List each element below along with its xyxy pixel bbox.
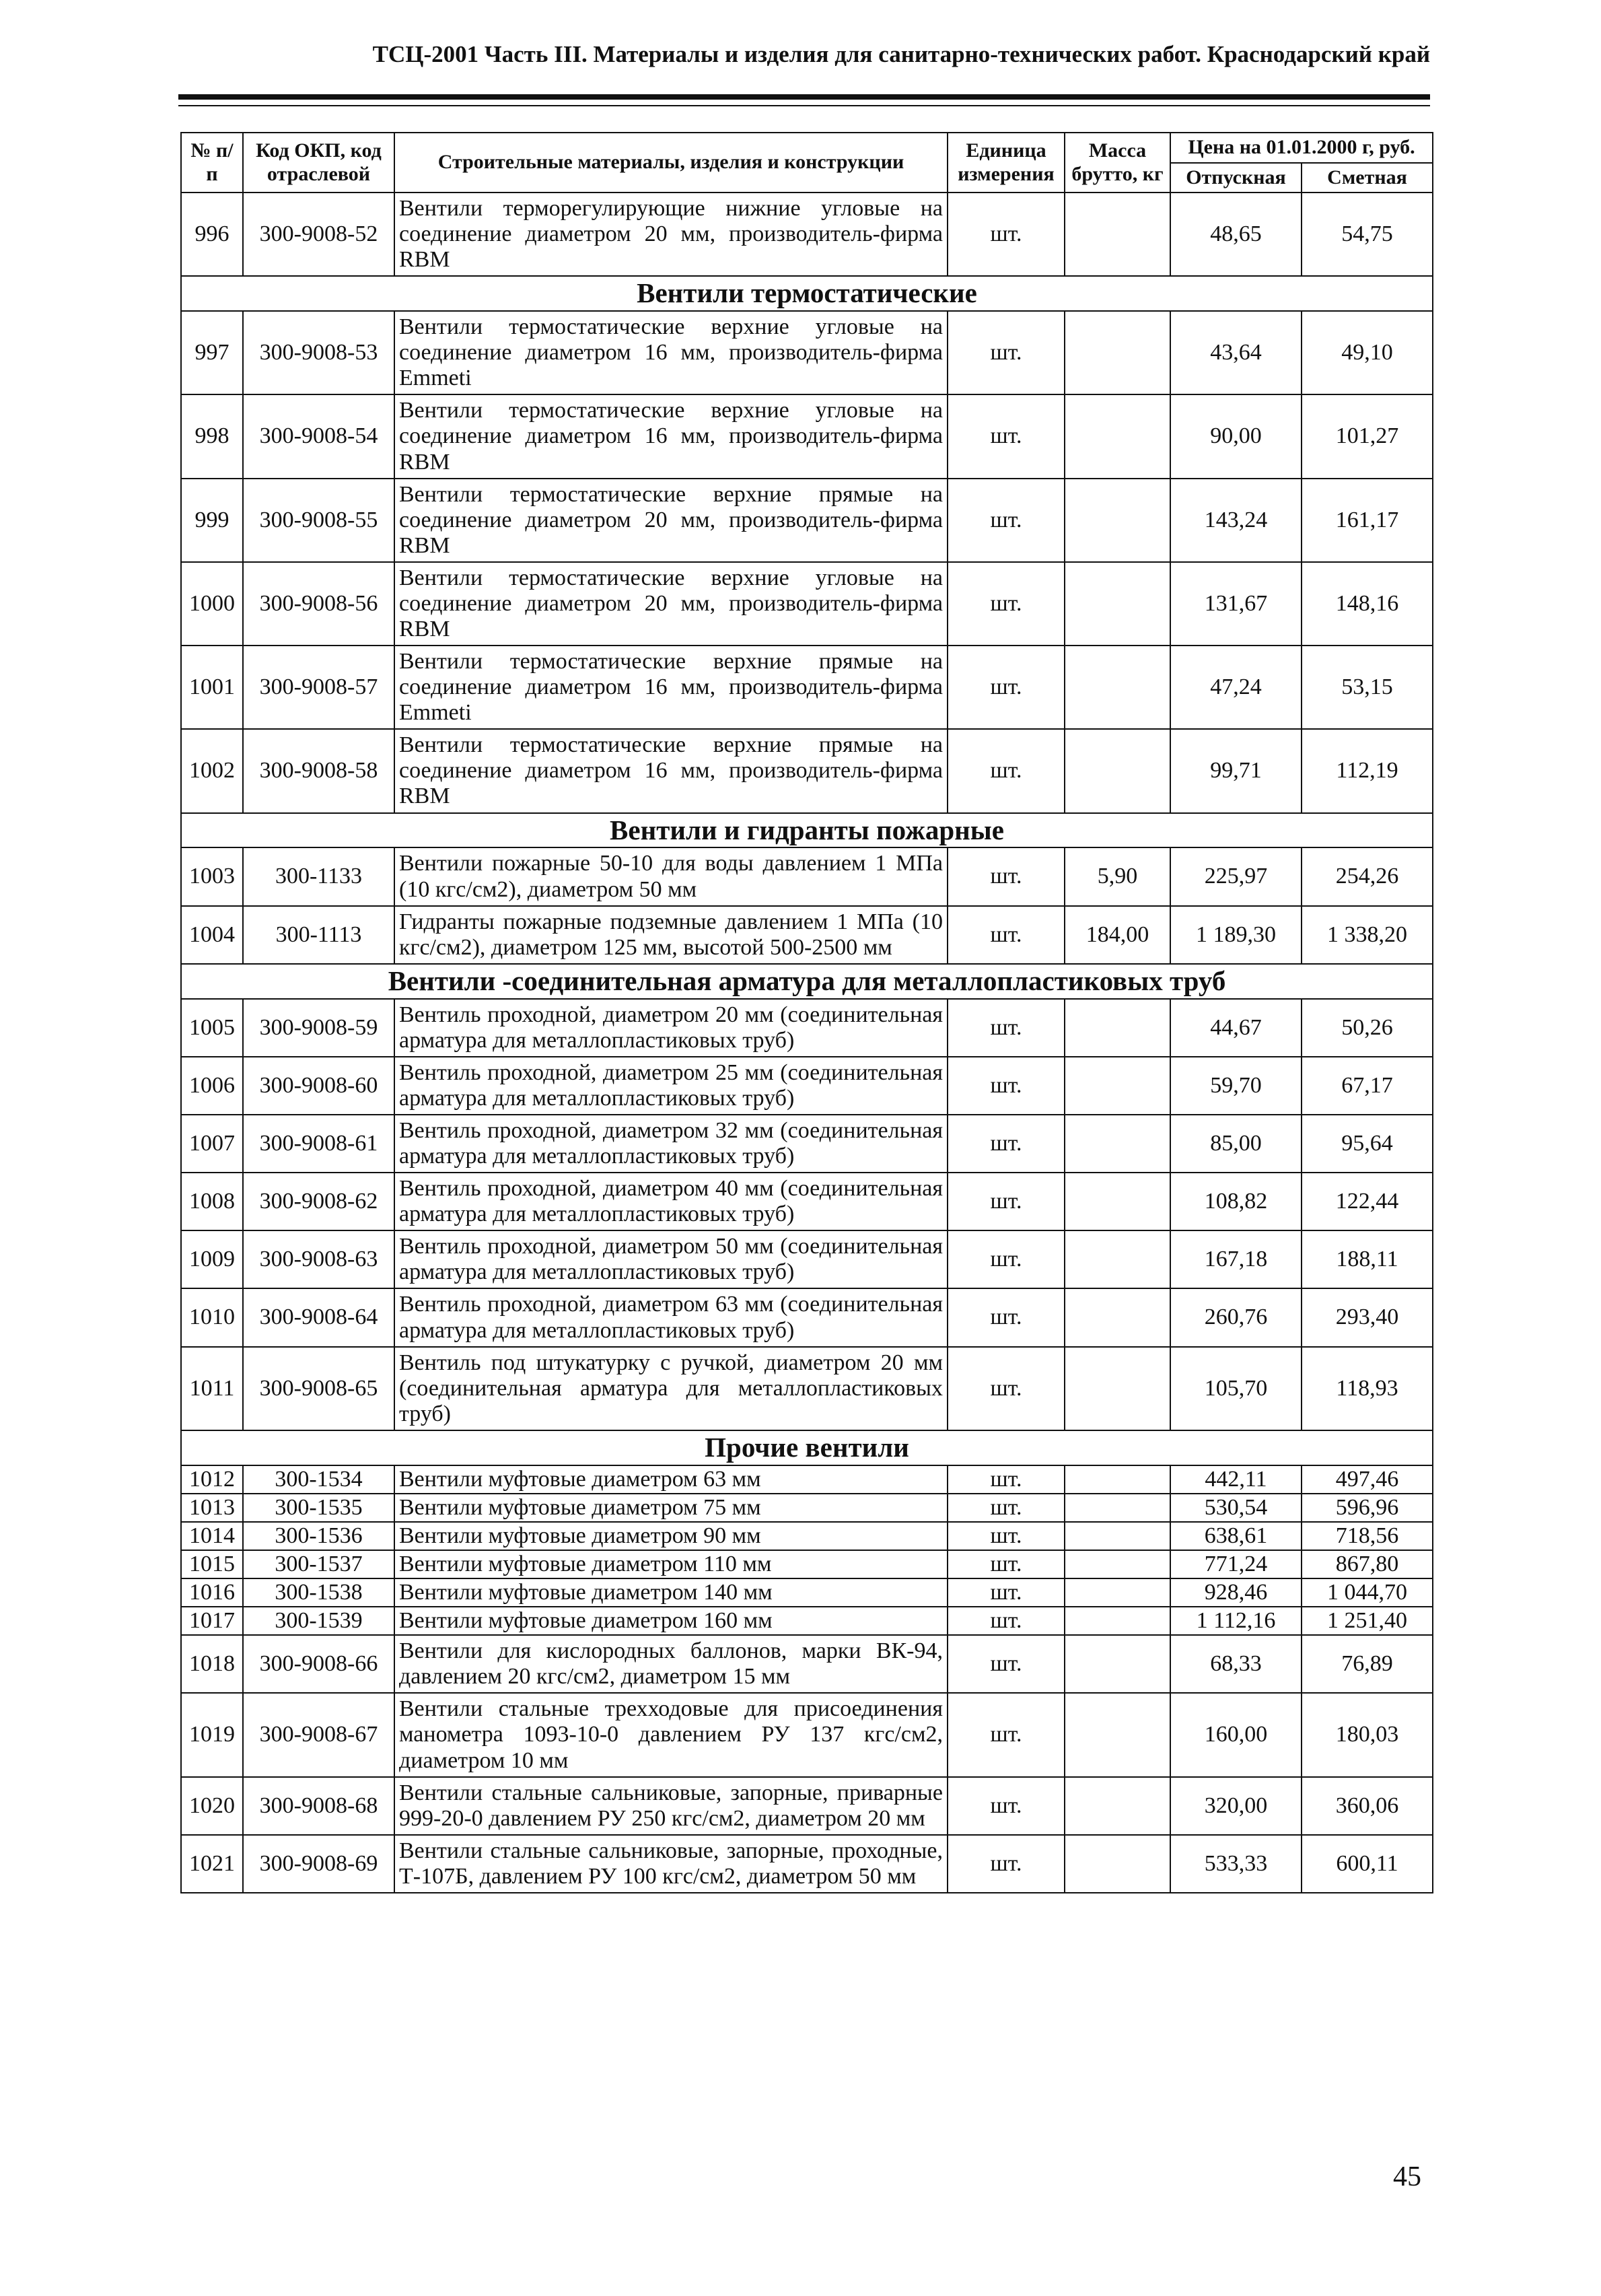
unit: шт. bbox=[948, 311, 1065, 394]
price-estimate: 867,80 bbox=[1302, 1550, 1433, 1578]
row-number: 1020 bbox=[181, 1777, 243, 1835]
okp-code: 300-1534 bbox=[243, 1465, 394, 1494]
row-number: 1006 bbox=[181, 1057, 243, 1115]
material-name: Вентили муфтовые диаметром 160 мм bbox=[394, 1607, 948, 1635]
section-row bbox=[181, 276, 1433, 311]
row-number: 1011 bbox=[181, 1347, 243, 1430]
price-release: 260,76 bbox=[1170, 1288, 1302, 1346]
material-name: Вентиль проходной, диаметром 20 мм (соединительная арматура для металлопластиковых труб) bbox=[394, 999, 948, 1057]
okp-code: 300-9008-53 bbox=[243, 311, 394, 394]
col-header-price-group: Цена на 01.01.2000 г, руб. bbox=[1170, 133, 1433, 163]
unit: шт. bbox=[948, 1057, 1065, 1115]
material-name: Вентиль под штукатурку с ручкой, диаметром 20 мм (соединительная арматура для металлопластиковых труб) bbox=[394, 1347, 948, 1430]
row-number: 1018 bbox=[181, 1635, 243, 1693]
price-estimate: 596,96 bbox=[1302, 1494, 1433, 1522]
price-estimate: 118,93 bbox=[1302, 1347, 1433, 1430]
okp-code: 300-9008-57 bbox=[243, 646, 394, 729]
material-name: Вентиль проходной, диаметром 25 мм (соединительная арматура для металлопластиковых труб) bbox=[394, 1057, 948, 1115]
section-title: Вентили термостатические bbox=[181, 276, 1433, 311]
mass bbox=[1065, 1173, 1170, 1230]
row-number: 1012 bbox=[181, 1465, 243, 1494]
price-estimate: 53,15 bbox=[1302, 646, 1433, 729]
row-number: 1014 bbox=[181, 1522, 243, 1550]
unit: шт. bbox=[948, 1607, 1065, 1635]
material-name: Вентили термостатические верхние угловые на соединение диаметром 16 мм, производитель-фирма RBM bbox=[394, 394, 948, 478]
price-release: 167,18 bbox=[1170, 1230, 1302, 1288]
unit: шт. bbox=[948, 1550, 1065, 1578]
price-estimate: 76,89 bbox=[1302, 1635, 1433, 1693]
table-row bbox=[181, 311, 1433, 394]
row-number: 1002 bbox=[181, 729, 243, 812]
table-row bbox=[181, 847, 1433, 905]
okp-code: 300-9008-68 bbox=[243, 1777, 394, 1835]
section-row bbox=[181, 813, 1433, 848]
unit: шт. bbox=[948, 646, 1065, 729]
material-name: Вентили стальные сальниковые, запорные, проходные, Т-107Б, давлением РУ 100 кгс/см2, диаметром 50 мм bbox=[394, 1835, 948, 1893]
price-release: 160,00 bbox=[1170, 1693, 1302, 1776]
row-number: 1000 bbox=[181, 562, 243, 646]
mass bbox=[1065, 1607, 1170, 1635]
mass bbox=[1065, 1578, 1170, 1607]
row-number: 1021 bbox=[181, 1835, 243, 1893]
row-number: 996 bbox=[181, 193, 243, 276]
okp-code: 300-9008-59 bbox=[243, 999, 394, 1057]
okp-code: 300-1537 bbox=[243, 1550, 394, 1578]
okp-code: 300-9008-69 bbox=[243, 1835, 394, 1893]
material-name: Вентиль проходной, диаметром 32 мм (соединительная арматура для металлопластиковых труб) bbox=[394, 1115, 948, 1173]
table-row bbox=[181, 1578, 1433, 1607]
price-estimate: 600,11 bbox=[1302, 1835, 1433, 1893]
unit: шт. bbox=[948, 1115, 1065, 1173]
price-release: 225,97 bbox=[1170, 847, 1302, 905]
table-row bbox=[181, 1115, 1433, 1173]
row-number: 1010 bbox=[181, 1288, 243, 1346]
price-estimate: 49,10 bbox=[1302, 311, 1433, 394]
price-release: 928,46 bbox=[1170, 1578, 1302, 1607]
price-estimate: 188,11 bbox=[1302, 1230, 1433, 1288]
price-release: 68,33 bbox=[1170, 1635, 1302, 1693]
mass bbox=[1065, 1347, 1170, 1430]
mass bbox=[1065, 479, 1170, 562]
okp-code: 300-9008-67 bbox=[243, 1693, 394, 1776]
okp-code: 300-9008-58 bbox=[243, 729, 394, 812]
col-header-price-estimate: Сметная bbox=[1302, 163, 1433, 193]
section-row bbox=[181, 1430, 1433, 1465]
unit: шт. bbox=[948, 193, 1065, 276]
table-row bbox=[181, 1522, 1433, 1550]
price-release: 47,24 bbox=[1170, 646, 1302, 729]
table-row bbox=[181, 1230, 1433, 1288]
material-name: Вентиль проходной, диаметром 40 мм (соединительная арматура для металлопластиковых труб) bbox=[394, 1173, 948, 1230]
price-estimate: 54,75 bbox=[1302, 193, 1433, 276]
price-release: 59,70 bbox=[1170, 1057, 1302, 1115]
table-row bbox=[181, 729, 1433, 812]
mass bbox=[1065, 1835, 1170, 1893]
unit: шт. bbox=[948, 1347, 1065, 1430]
price-release: 48,65 bbox=[1170, 193, 1302, 276]
price-estimate: 1 251,40 bbox=[1302, 1607, 1433, 1635]
price-release: 43,64 bbox=[1170, 311, 1302, 394]
material-name: Вентили терморегулирующие нижние угловые на соединение диаметром 20 мм, производитель-фирма RBM bbox=[394, 193, 948, 276]
unit: шт. bbox=[948, 1635, 1065, 1693]
mass bbox=[1065, 1288, 1170, 1346]
header-rule bbox=[178, 94, 1430, 100]
price-estimate: 254,26 bbox=[1302, 847, 1433, 905]
unit: шт. bbox=[948, 1288, 1065, 1346]
price-release: 90,00 bbox=[1170, 394, 1302, 478]
okp-code: 300-1539 bbox=[243, 1607, 394, 1635]
unit: шт. bbox=[948, 1465, 1065, 1494]
material-name: Вентиль проходной, диаметром 63 мм (соединительная арматура для металлопластиковых труб) bbox=[394, 1288, 948, 1346]
table-row bbox=[181, 394, 1433, 478]
mass bbox=[1065, 1230, 1170, 1288]
mass bbox=[1065, 1635, 1170, 1693]
col-header-num: № п/п bbox=[181, 133, 243, 193]
mass bbox=[1065, 193, 1170, 276]
table-row bbox=[181, 1777, 1433, 1835]
table-row bbox=[181, 1347, 1433, 1430]
price-release: 320,00 bbox=[1170, 1777, 1302, 1835]
price-estimate: 1 044,70 bbox=[1302, 1578, 1433, 1607]
table-row bbox=[181, 562, 1433, 646]
price-estimate: 360,06 bbox=[1302, 1777, 1433, 1835]
mass: 184,00 bbox=[1065, 906, 1170, 964]
price-release: 442,11 bbox=[1170, 1465, 1302, 1494]
material-name: Вентили стальные трехходовые для присоединения манометра 1093-10-0 давлением РУ 137 кгс/см2, диаметром 10 мм bbox=[394, 1693, 948, 1776]
unit: шт. bbox=[948, 1578, 1065, 1607]
price-release: 530,54 bbox=[1170, 1494, 1302, 1522]
table-row bbox=[181, 906, 1433, 964]
unit: шт. bbox=[948, 479, 1065, 562]
mass bbox=[1065, 1777, 1170, 1835]
price-estimate: 67,17 bbox=[1302, 1057, 1433, 1115]
mass bbox=[1065, 394, 1170, 478]
page-header: ТСЦ-2001 Часть III. Материалы и изделия для санитарно-технических работ. Краснодарский край bbox=[372, 41, 1430, 67]
row-number: 1019 bbox=[181, 1693, 243, 1776]
mass bbox=[1065, 1550, 1170, 1578]
section-row bbox=[181, 964, 1433, 999]
okp-code: 300-1113 bbox=[243, 906, 394, 964]
material-name: Вентили термостатические верхние прямые на соединение диаметром 16 мм, производитель-фирма Emmeti bbox=[394, 646, 948, 729]
table-row bbox=[181, 1057, 1433, 1115]
table-header-row bbox=[181, 133, 1433, 163]
price-estimate: 718,56 bbox=[1302, 1522, 1433, 1550]
price-estimate: 293,40 bbox=[1302, 1288, 1433, 1346]
section-title: Вентили и гидранты пожарные bbox=[181, 813, 1433, 848]
row-number: 1005 bbox=[181, 999, 243, 1057]
okp-code: 300-9008-55 bbox=[243, 479, 394, 562]
section-title: Вентили -соединительная арматура для металлопластиковых труб bbox=[181, 964, 1433, 999]
price-release: 131,67 bbox=[1170, 562, 1302, 646]
material-name: Вентили стальные сальниковые, запорные, приварные 999-20-0 давлением РУ 250 кгс/см2, диаметром 20 мм bbox=[394, 1777, 948, 1835]
table-body bbox=[181, 193, 1433, 1893]
col-header-price-release: Отпускная bbox=[1170, 163, 1302, 193]
material-name: Вентили термостатические верхние прямые на соединение диаметром 16 мм, производитель-фирма RBM bbox=[394, 729, 948, 812]
col-header-name: Строительные материалы, изделия и конструкции bbox=[394, 133, 948, 193]
price-release: 105,70 bbox=[1170, 1347, 1302, 1430]
price-release: 771,24 bbox=[1170, 1550, 1302, 1578]
page-number: 45 bbox=[1393, 2161, 1421, 2192]
table-row bbox=[181, 646, 1433, 729]
row-number: 997 bbox=[181, 311, 243, 394]
row-number: 1001 bbox=[181, 646, 243, 729]
okp-code: 300-9008-66 bbox=[243, 1635, 394, 1693]
price-estimate: 95,64 bbox=[1302, 1115, 1433, 1173]
unit: шт. bbox=[948, 1835, 1065, 1893]
price-estimate: 161,17 bbox=[1302, 479, 1433, 562]
mass bbox=[1065, 1693, 1170, 1776]
material-name: Вентили муфтовые диаметром 90 мм bbox=[394, 1522, 948, 1550]
price-release: 85,00 bbox=[1170, 1115, 1302, 1173]
unit: шт. bbox=[948, 999, 1065, 1057]
table-row bbox=[181, 1288, 1433, 1346]
price-estimate: 50,26 bbox=[1302, 999, 1433, 1057]
unit: шт. bbox=[948, 562, 1065, 646]
row-number: 998 bbox=[181, 394, 243, 478]
mass bbox=[1065, 646, 1170, 729]
row-number: 1013 bbox=[181, 1494, 243, 1522]
unit: шт. bbox=[948, 1522, 1065, 1550]
unit: шт. bbox=[948, 394, 1065, 478]
mass bbox=[1065, 1465, 1170, 1494]
price-estimate: 1 338,20 bbox=[1302, 906, 1433, 964]
row-number: 1016 bbox=[181, 1578, 243, 1607]
row-number: 1009 bbox=[181, 1230, 243, 1288]
price-release: 108,82 bbox=[1170, 1173, 1302, 1230]
price-estimate: 101,27 bbox=[1302, 394, 1433, 478]
table-row bbox=[181, 193, 1433, 276]
price-estimate: 148,16 bbox=[1302, 562, 1433, 646]
unit: шт. bbox=[948, 1693, 1065, 1776]
row-number: 999 bbox=[181, 479, 243, 562]
table-row bbox=[181, 1494, 1433, 1522]
price-release: 1 112,16 bbox=[1170, 1607, 1302, 1635]
material-name: Вентили муфтовые диаметром 140 мм bbox=[394, 1578, 948, 1607]
material-name: Вентили муфтовые диаметром 63 мм bbox=[394, 1465, 948, 1494]
price-release: 1 189,30 bbox=[1170, 906, 1302, 964]
okp-code: 300-9008-61 bbox=[243, 1115, 394, 1173]
material-name: Вентили муфтовые диаметром 75 мм bbox=[394, 1494, 948, 1522]
material-name: Вентиль проходной, диаметром 50 мм (соединительная арматура для металлопластиковых труб) bbox=[394, 1230, 948, 1288]
price-release: 44,67 bbox=[1170, 999, 1302, 1057]
material-name: Вентили термостатические верхние угловые на соединение диаметром 20 мм, производитель-фирма RBM bbox=[394, 562, 948, 646]
table-row bbox=[181, 1465, 1433, 1494]
row-number: 1015 bbox=[181, 1550, 243, 1578]
okp-code: 300-9008-56 bbox=[243, 562, 394, 646]
mass bbox=[1065, 562, 1170, 646]
materials-table bbox=[180, 132, 1433, 1893]
mass bbox=[1065, 1057, 1170, 1115]
unit: шт. bbox=[948, 729, 1065, 812]
row-number: 1008 bbox=[181, 1173, 243, 1230]
mass bbox=[1065, 999, 1170, 1057]
table-row bbox=[181, 1693, 1433, 1776]
row-number: 1017 bbox=[181, 1607, 243, 1635]
okp-code: 300-9008-65 bbox=[243, 1347, 394, 1430]
material-name: Вентили для кислородных баллонов, марки ВК-94, давлением 20 кгс/см2, диаметром 15 мм bbox=[394, 1635, 948, 1693]
section-title: Прочие вентили bbox=[181, 1430, 1433, 1465]
header-rule-thin bbox=[178, 105, 1430, 106]
price-release: 638,61 bbox=[1170, 1522, 1302, 1550]
okp-code: 300-1536 bbox=[243, 1522, 394, 1550]
okp-code: 300-9008-63 bbox=[243, 1230, 394, 1288]
okp-code: 300-9008-64 bbox=[243, 1288, 394, 1346]
table-row bbox=[181, 1173, 1433, 1230]
okp-code: 300-9008-54 bbox=[243, 394, 394, 478]
price-release: 99,71 bbox=[1170, 729, 1302, 812]
material-name: Гидранты пожарные подземные давлением 1 МПа (10 кгс/см2), диаметром 125 мм, высотой 500-2500 мм bbox=[394, 906, 948, 964]
unit: шт. bbox=[948, 1173, 1065, 1230]
price-estimate: 112,19 bbox=[1302, 729, 1433, 812]
unit: шт. bbox=[948, 1777, 1065, 1835]
mass: 5,90 bbox=[1065, 847, 1170, 905]
col-header-code: Код ОКП, код отраслевой bbox=[243, 133, 394, 193]
okp-code: 300-1133 bbox=[243, 847, 394, 905]
table-row bbox=[181, 479, 1433, 562]
okp-code: 300-9008-60 bbox=[243, 1057, 394, 1115]
material-name: Вентили термостатические верхние угловые на соединение диаметром 16 мм, производитель-фирма Emmeti bbox=[394, 311, 948, 394]
col-header-unit: Единица измерения bbox=[948, 133, 1065, 193]
material-name: Вентили пожарные 50-10 для воды давлением 1 МПа (10 кгс/см2), диаметром 50 мм bbox=[394, 847, 948, 905]
unit: шт. bbox=[948, 1494, 1065, 1522]
table-row bbox=[181, 1635, 1433, 1693]
okp-code: 300-9008-52 bbox=[243, 193, 394, 276]
row-number: 1007 bbox=[181, 1115, 243, 1173]
price-release: 143,24 bbox=[1170, 479, 1302, 562]
price-estimate: 122,44 bbox=[1302, 1173, 1433, 1230]
price-estimate: 497,46 bbox=[1302, 1465, 1433, 1494]
mass bbox=[1065, 311, 1170, 394]
table-row bbox=[181, 999, 1433, 1057]
row-number: 1004 bbox=[181, 906, 243, 964]
okp-code: 300-1535 bbox=[243, 1494, 394, 1522]
table-row bbox=[181, 1607, 1433, 1635]
mass bbox=[1065, 1522, 1170, 1550]
mass bbox=[1065, 1115, 1170, 1173]
mass bbox=[1065, 729, 1170, 812]
row-number: 1003 bbox=[181, 847, 243, 905]
unit: шт. bbox=[948, 1230, 1065, 1288]
unit: шт. bbox=[948, 847, 1065, 905]
table-row bbox=[181, 1835, 1433, 1893]
material-name: Вентили муфтовые диаметром 110 мм bbox=[394, 1550, 948, 1578]
price-estimate: 180,03 bbox=[1302, 1693, 1433, 1776]
material-name: Вентили термостатические верхние прямые на соединение диаметром 20 мм, производитель-фирма RBM bbox=[394, 479, 948, 562]
mass bbox=[1065, 1494, 1170, 1522]
table-row bbox=[181, 1550, 1433, 1578]
unit: шт. bbox=[948, 906, 1065, 964]
okp-code: 300-1538 bbox=[243, 1578, 394, 1607]
col-header-mass: Масса брутто, кг bbox=[1065, 133, 1170, 193]
okp-code: 300-9008-62 bbox=[243, 1173, 394, 1230]
price-release: 533,33 bbox=[1170, 1835, 1302, 1893]
